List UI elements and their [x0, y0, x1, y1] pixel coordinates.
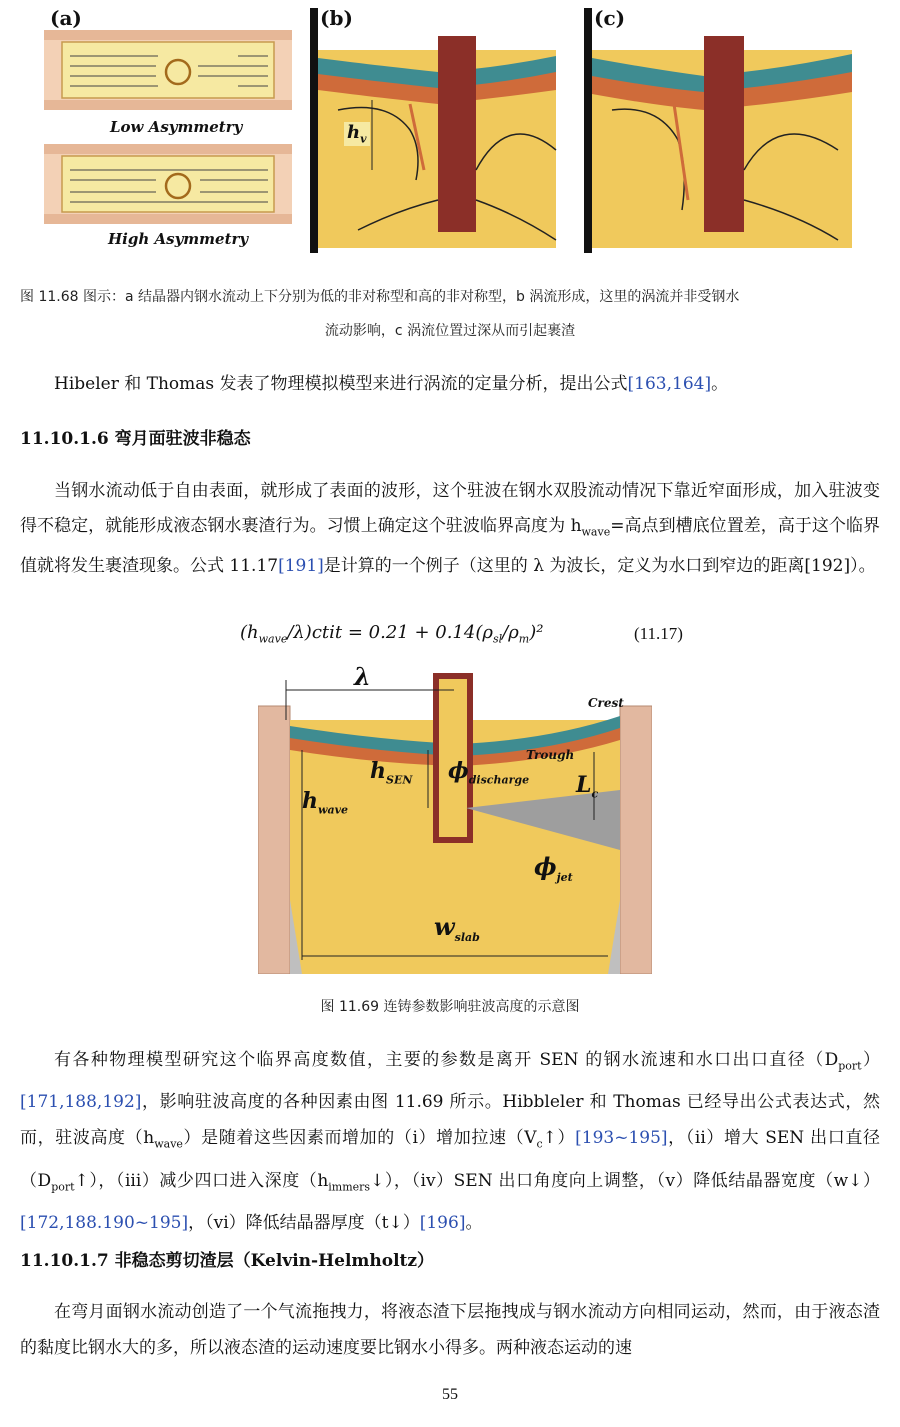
citation-link[interactable]: [191] [278, 556, 324, 577]
formula-11-17: $(h_{wave}/\lambda)ctit = 0.21 + 0.14(\rho_{sl}/\rho_m)^2$ [240, 622, 544, 646]
section-heading-11-10-1-7: 11.10.1.7 非稳态剪切渣层（Kelvin-Helmholtz） [20, 1251, 435, 1271]
h-wave-label: $h_{wave}$ [302, 788, 348, 817]
panel-a-label: (a) [50, 6, 82, 30]
citation-link[interactable]: [172,188.190~195] [20, 1213, 189, 1234]
hv-label: $h_v$ [344, 122, 370, 146]
panel-b-sen [438, 36, 476, 232]
citation-link[interactable]: [171,188,192] [20, 1092, 142, 1113]
h-sen-label: $h_{SEN}$ [370, 758, 413, 787]
lc-label: $L_c$ [576, 772, 599, 801]
phi-jet-label: $\phi_{jet}$ [534, 852, 573, 884]
high-asymmetry-label: High Asymmetry [108, 230, 249, 248]
panel-c-label: (c) [594, 6, 626, 30]
section-heading-11-10-1-6: 11.10.1.6 弯月面驻波非稳态 [20, 429, 251, 449]
figure-11-69-caption: 图 11.69 连铸参数影响驻波高度的示意图 [320, 999, 580, 1015]
paragraph-critical-height: 有各种物理模型研究这个临界高度数值，主要的参数是离开 SEN 的钢水流速和水口出口直径$(D_{port})[171,188,192]$，影响驻波高度的各种因素由图 11.69 所示。Hibbleler 和 Thomas 已经导出公式表达式，然而，驻波高度$(h_{wave})$是随着这些因素而增加的（i）增加拉速$(V_c↑)[193\sim 195]$，（ii）增大 SEN 出口直径$(D_{port}↑)$，（iii）减少四口进入深度$(h_{immers}↓)$，（iv）SEN 出口角度向上调整，（v）降低结晶器宽度（w↓）[172,188.190~195]，（vi）降低结晶器厚度（t↓）[196]。 [20, 1050, 881, 1234]
low-asymmetry-label: Low Asymmetry [110, 118, 243, 136]
panel-b-label: (b) [320, 6, 353, 30]
panel-c-sen [704, 36, 744, 232]
figure-11-69 [258, 660, 652, 974]
formula-number: (11.17) [634, 624, 683, 643]
figure-11-68-caption-line2: 流动影响，c 涡流位置过深从而引起裹渣 [324, 323, 576, 339]
paragraph-shear-layer: 在弯月面钢水流动创造了一个气流拖拽力，将液态渣下层拖拽成与钢水流动方向相同运动，然而，由于液态渣的黏度比钢水大的多，所以液态渣的运动速度要比钢水小得多。两种液态运动的速 [20, 1302, 880, 1358]
lambda-label: λ [354, 662, 371, 691]
trough-label: Trough [526, 748, 575, 762]
page-number: 55 [442, 1386, 458, 1403]
w-slab-label: $w_{slab}$ [434, 912, 480, 944]
paragraph-standing-wave: 当钢水流动低于自由表面，就形成了表面的波形，这个驻波在钢水双股流动情况下靠近窄面形成，加入驻波变得不稳定，就能形成液态钢水裹渣行为。习惯上确定这个驻波临界高度为 $h_{wave}=$高点到槽底位置差，高于这个临界值就将发生裹渣现象。公式 11.17[191]是计算的一个例子（这里的 λ 为波长，定义为水口到窄边的距离[192]）。 [20, 481, 880, 577]
figure-11-68-caption-line1: 图 11.68 图示：a 结晶器内钢水流动上下分别为低的非对称型和高的非对称型，b 涡流形成，这里的涡流并非受钢水 [20, 289, 740, 305]
citation-link[interactable]: [163,164] [627, 374, 712, 394]
citation-link[interactable]: [193~195] [575, 1128, 668, 1149]
phi-discharge-label: $\phi_{discharge}$ [448, 758, 530, 787]
citation-link[interactable]: [196] [419, 1213, 466, 1234]
figure-11-68 [38, 0, 854, 262]
crest-label: Crest [588, 696, 624, 710]
paragraph-hibeler: Hibeler 和 Thomas 发表了物理模拟模型来进行涡流的定量分析，提出公式[163,164]。 [54, 374, 729, 394]
